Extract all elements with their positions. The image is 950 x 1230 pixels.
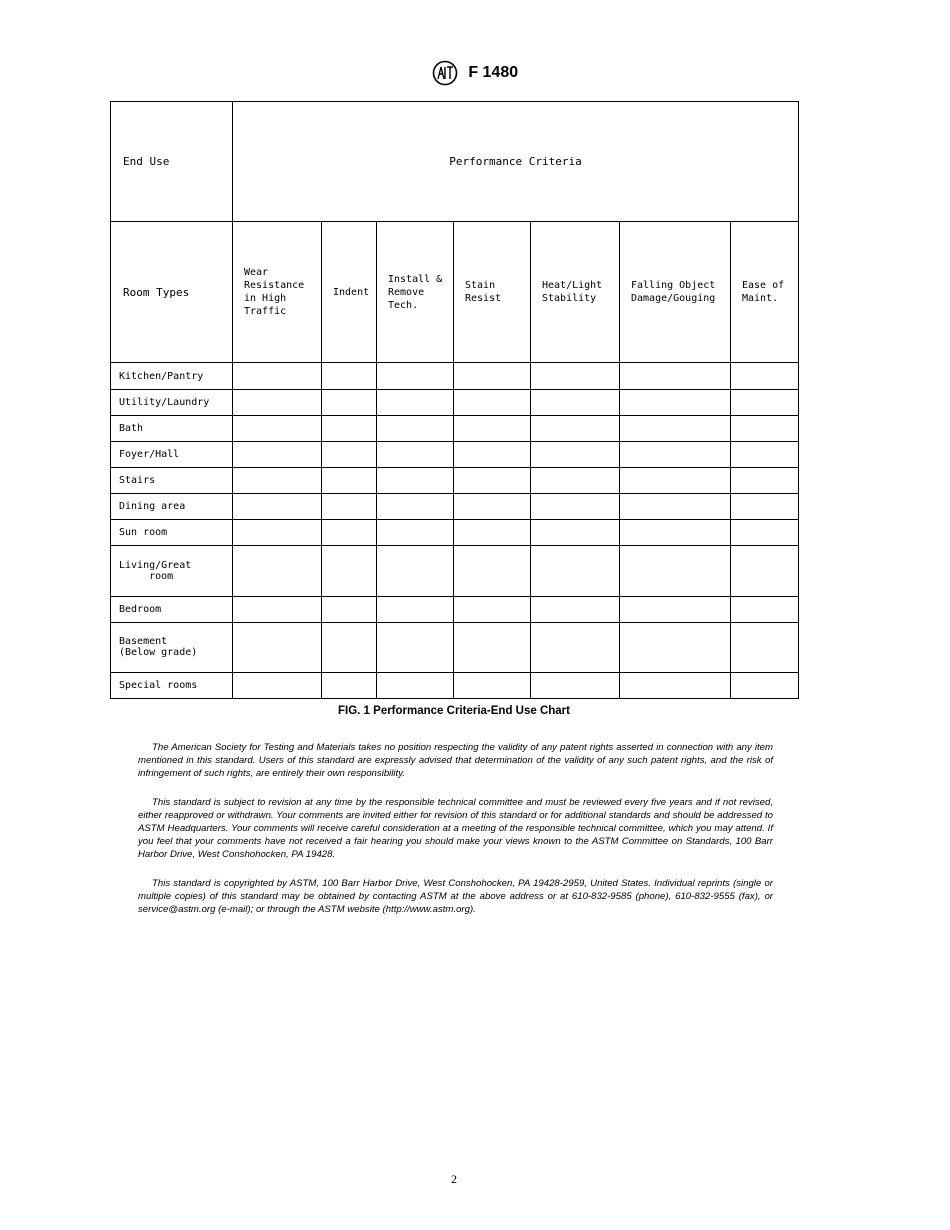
criteria-cell: [731, 672, 799, 698]
room-type-label: Dining area: [111, 494, 233, 520]
table-row: [111, 363, 799, 389]
criteria-cell: [731, 363, 799, 389]
criteria-cell: [377, 389, 454, 415]
criteria-cell: [322, 596, 377, 622]
criteria-cell: [531, 672, 620, 698]
criteria-cell: [233, 672, 322, 698]
page-number: 2: [451, 1172, 457, 1186]
criteria-cell: [322, 622, 377, 672]
criteria-cell: [620, 363, 731, 389]
criteria-cell: [233, 415, 322, 441]
revision-notice: This standard is subject to revision at any time by the responsible technical committee and must be reviewed every five years and if not revised, either reapproved or withdrawn. Your comments are invited either for revision of this standard or for additional standards and should be addressed to ASTM Headquarters. Your comments will receive careful consideration at a meeting of the responsible technical committee, which you may attend. If you feel that your comments have not received a fair hearing you should make your views known to the ASTM Committee on Standards, 100 Barr Harbor Drive, West Conshohocken, PA 19428.: [138, 796, 773, 861]
criteria-cell: [377, 546, 454, 596]
criteria-cell: [531, 363, 620, 389]
column-header: Wear Resistance in High Traffic: [233, 221, 322, 363]
room-type-label: Basement (Below grade): [111, 622, 233, 672]
table-row: [111, 494, 799, 520]
criteria-cell: [531, 546, 620, 596]
room-type-label: Living/Great room: [111, 546, 233, 596]
criteria-cell: [233, 468, 322, 494]
criteria-cell: [620, 441, 731, 467]
criteria-cell: [377, 363, 454, 389]
criteria-cell: [322, 441, 377, 467]
criteria-cell: [377, 441, 454, 467]
criteria-cell: [377, 468, 454, 494]
standard-designation: F 1480: [468, 64, 519, 81]
column-header: Indent: [322, 221, 377, 363]
patent-notice: The American Society for Testing and Materials takes no position respecting the validity of any patent rights asserted in connection with any item mentioned in this standard. Users of this standard are expressly advised that determination of the validity of any such patent rights, and the risk of infringement of such rights, are entirely their own responsibility.: [138, 742, 773, 780]
criteria-cell: [620, 596, 731, 622]
criteria-cell: [454, 622, 531, 672]
criteria-cell: [620, 622, 731, 672]
criteria-cell: [233, 389, 322, 415]
room-type-label: Kitchen/Pantry: [111, 363, 233, 389]
criteria-cell: [731, 494, 799, 520]
table-row: [111, 389, 799, 415]
room-type-label: Special rooms: [111, 672, 233, 698]
room-type-label: Bath: [111, 415, 233, 441]
criteria-cell: [731, 415, 799, 441]
performance-criteria-header: Performance Criteria: [233, 102, 799, 222]
criteria-cell: [322, 546, 377, 596]
criteria-cell: [731, 389, 799, 415]
criteria-cell: [620, 672, 731, 698]
criteria-cell: [531, 415, 620, 441]
room-type-label: Sun room: [111, 520, 233, 546]
room-type-label: Bedroom: [111, 596, 233, 622]
criteria-table: [110, 101, 799, 699]
page-header: [0, 60, 950, 86]
criteria-cell: [731, 596, 799, 622]
criteria-cell: [731, 622, 799, 672]
criteria-cell: [531, 441, 620, 467]
table-row: [111, 520, 799, 546]
criteria-cell: [454, 415, 531, 441]
criteria-cell: [377, 494, 454, 520]
criteria-cell: [322, 520, 377, 546]
criteria-cell: [454, 389, 531, 415]
criteria-cell: [620, 546, 731, 596]
criteria-cell: [731, 468, 799, 494]
astm-logo-icon: [432, 60, 458, 86]
criteria-cell: [454, 494, 531, 520]
criteria-cell: [531, 622, 620, 672]
criteria-cell: [731, 546, 799, 596]
criteria-cell: [322, 672, 377, 698]
criteria-cell: [454, 546, 531, 596]
room-types-label: Room Types: [111, 221, 233, 363]
criteria-cell: [322, 415, 377, 441]
figure-caption: FIG. 1 Performance Criteria-End Use Chart: [338, 705, 570, 717]
criteria-cell: [454, 468, 531, 494]
criteria-cell: [454, 596, 531, 622]
end-use-label: End Use: [111, 102, 233, 222]
copyright-notice: This standard is copyrighted by ASTM, 100 Barr Harbor Drive, West Conshohocken, PA 19428-2959, United States. Individual reprints (single or multiple copies) of this standard may be obtained by contacting ASTM at the above address or at 610-832-9585 (phone), 610-832-9555 (fax), or service@astm.org (e-mail); or through the ASTM website (http://www.astm.org).: [138, 877, 773, 916]
criteria-cell: [377, 672, 454, 698]
room-type-label: Utility/Laundry: [111, 389, 233, 415]
criteria-cell: [531, 596, 620, 622]
criteria-cell: [454, 672, 531, 698]
column-header: Ease of Maint.: [731, 221, 799, 363]
criteria-cell: [233, 596, 322, 622]
criteria-cell: [322, 494, 377, 520]
room-type-label: Foyer/Hall: [111, 441, 233, 467]
table-row: [111, 546, 799, 596]
column-header: Stain Resist: [454, 221, 531, 363]
criteria-cell: [233, 622, 322, 672]
criteria-cell: [377, 520, 454, 546]
criteria-cell: [620, 520, 731, 546]
criteria-cell: [454, 441, 531, 467]
criteria-cell: [233, 546, 322, 596]
criteria-cell: [620, 468, 731, 494]
criteria-cell: [454, 520, 531, 546]
criteria-cell: [531, 468, 620, 494]
table-row: [111, 441, 799, 467]
criteria-cell: [322, 363, 377, 389]
criteria-cell: [233, 520, 322, 546]
criteria-cell: [531, 520, 620, 546]
column-header: Falling Object Damage/Gouging: [620, 221, 731, 363]
criteria-cell: [531, 389, 620, 415]
criteria-cell: [620, 494, 731, 520]
criteria-cell: [233, 494, 322, 520]
criteria-cell: [620, 389, 731, 415]
criteria-cell: [731, 520, 799, 546]
criteria-cell: [377, 622, 454, 672]
table-row: [111, 415, 799, 441]
column-header: Install & Remove Tech.: [377, 221, 454, 363]
criteria-cell: [377, 415, 454, 441]
table-row: [111, 622, 799, 672]
criteria-cell: [233, 441, 322, 467]
criteria-cell: [233, 363, 322, 389]
table-row: [111, 672, 799, 698]
performance-criteria-chart: [110, 101, 798, 699]
criteria-cell: [322, 468, 377, 494]
room-type-label: Stairs: [111, 468, 233, 494]
criteria-cell: [531, 494, 620, 520]
table-row: [111, 468, 799, 494]
criteria-cell: [377, 596, 454, 622]
criteria-cell: [731, 441, 799, 467]
criteria-cell: [322, 389, 377, 415]
table-row: [111, 596, 799, 622]
legal-notes: [138, 741, 773, 931]
criteria-cell: [620, 415, 731, 441]
criteria-cell: [454, 363, 531, 389]
column-header: Heat/Light Stability: [531, 221, 620, 363]
